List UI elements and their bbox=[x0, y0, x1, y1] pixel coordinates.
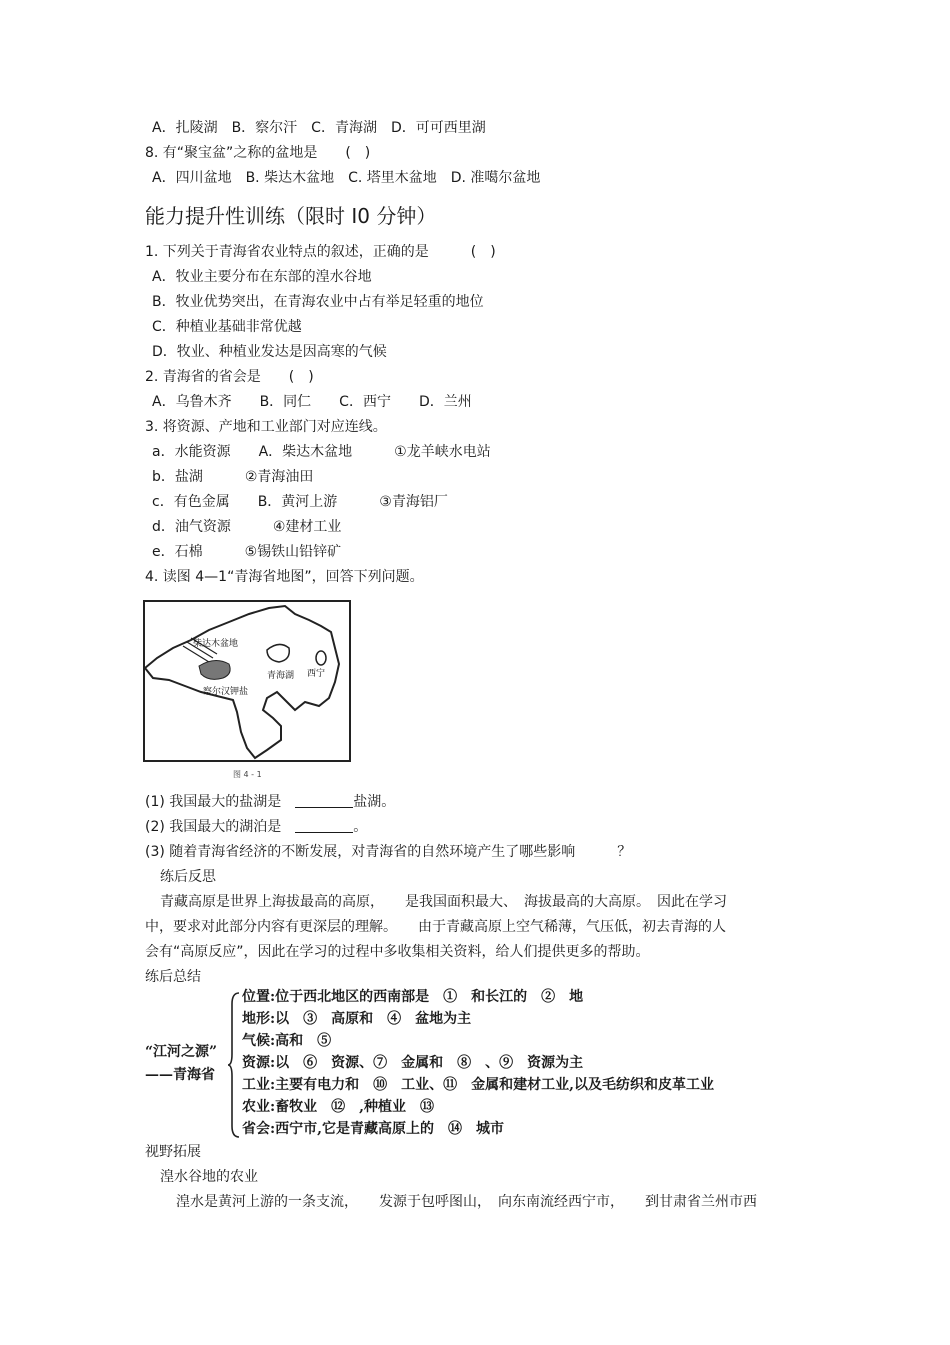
q2-stem: 2. 青海省的省会是 ( ) bbox=[145, 369, 314, 385]
q2-options: A．乌鲁木齐 B．同仁 C．西宁 D．兰州 bbox=[152, 394, 472, 410]
q1-option-c: C．种植业基础非常优越 bbox=[152, 319, 302, 335]
summary-row-capital: 省会:西宁市,它是青藏高原上的 ⑭ 城市 bbox=[242, 1121, 505, 1137]
map-label-basin: 柴达木盆地 bbox=[193, 639, 239, 649]
reflection-line-1: 青藏高原是世界上海拔最高的高原， 是我国面积最大、 海拔最高的大高原。 因此在学习 bbox=[160, 894, 727, 910]
reflection-line-3: 会有“高原反应”，因此在学习的过程中多收集相关资料，给人们提供更多的帮助。 bbox=[145, 944, 650, 960]
q1-option-b: B．牧业优势突出，在青海农业中占有举足轻重的地位 bbox=[152, 294, 484, 310]
brace-icon bbox=[228, 992, 240, 1138]
q4-sub3: (3) 随着青海省经济的不断发展，对青海省的自然环境产生了哪些影响 ？ bbox=[145, 844, 632, 860]
q4-sub1 bbox=[145, 793, 395, 811]
q1-stem: 1. 下列关于青海省农业特点的叙述，正确的是 ( ) bbox=[145, 244, 496, 260]
summary-row-agriculture: 农业:畜牧业 ⑫ ,种植业 ⑬ bbox=[242, 1099, 435, 1115]
q8-options: A．四川盆地 B. 柴达木盆地 C. 塔里木盆地 D. 准噶尔盆地 bbox=[152, 170, 541, 186]
summary-left-1: “江河之源” bbox=[145, 1044, 218, 1060]
q4-sub1-text: (1) 我国最大的盐湖是 bbox=[145, 794, 282, 810]
map-label-city: 西宁 bbox=[307, 669, 326, 679]
q4-stem: 4. 读图 4—1“青海省地图”，回答下列问题。 bbox=[145, 569, 424, 585]
q7-options: A．扎陵湖 B．察尔汗 C．青海湖 D．可可西里湖 bbox=[152, 120, 486, 136]
summary-row-terrain: 地形:以 ③ 高原和 ④ 盆地为主 bbox=[242, 1011, 472, 1027]
summary-row-industry: 工业:主要有电力和 ⑩ 工业、⑪ 金属和建材工业,以及毛纺织和皮革工业 bbox=[242, 1077, 715, 1093]
q3-row-a: a．水能资源 A．柴达木盆地 ①龙羊峡水电站 bbox=[152, 444, 491, 460]
q3-row-b: b．盐湖 ②青海油田 bbox=[152, 469, 314, 485]
qinghai-map bbox=[143, 600, 351, 782]
q3-row-e: e．石棉 ⑤锡铁山铅锌矿 bbox=[152, 544, 342, 560]
q1-option-a: A．牧业主要分布在东部的湟水谷地 bbox=[152, 269, 372, 285]
reflection-line-2: 中，要求对此部分内容有更深层的理解。 由于青藏高原上空气稀薄，气压低，初去青海的人 bbox=[145, 919, 726, 935]
answer-blank[interactable] bbox=[295, 818, 353, 833]
extension-subtitle: 湟水谷地的农业 bbox=[160, 1169, 258, 1185]
map-label-salt: 察尔汉钾盐 bbox=[203, 687, 249, 697]
q3-row-c: c．有色金属 B．黄河上游 ③青海铝厂 bbox=[152, 494, 448, 510]
answer-blank[interactable] bbox=[295, 793, 353, 808]
summary-title: 练后总结 bbox=[145, 969, 201, 985]
q4-sub2-suffix: 。 bbox=[353, 819, 368, 835]
reflection-title: 练后反思 bbox=[160, 869, 216, 885]
q3-row-d: d．油气资源 ④建材工业 bbox=[152, 519, 342, 535]
q4-sub2-text: (2) 我国最大的湖泊是 bbox=[145, 819, 282, 835]
section-title: 能力提升性训练（限时 I0 分钟） bbox=[145, 204, 437, 228]
map-label-lake: 青海湖 bbox=[267, 671, 295, 681]
q3-stem: 3. 将资源、产地和工业部门对应连线。 bbox=[145, 419, 387, 435]
q1-option-d: D．牧业、种植业发达是因高寒的气候 bbox=[152, 344, 387, 360]
q4-sub2 bbox=[145, 818, 367, 836]
extension-title: 视野拓展 bbox=[145, 1144, 201, 1160]
extension-line-1: 湟水是黄河上游的一条支流， 发源于包呼图山， 向东南流经西宁市， 到甘肃省兰州市西 bbox=[176, 1194, 757, 1210]
map-caption: 图 4 - 1 bbox=[233, 770, 262, 779]
summary-row-climate: 气候:高和 ⑤ bbox=[242, 1033, 332, 1049]
summary-row-resources: 资源:以 ⑥ 资源、⑦ 金属和 ⑧ 、⑨ 资源为主 bbox=[242, 1055, 584, 1071]
q4-sub1-suffix: 盐湖。 bbox=[353, 794, 396, 810]
summary-left-2: ——青海省 bbox=[145, 1067, 215, 1083]
summary-row-location: 位置:位于西北地区的西南部是 ① 和长江的 ② 地 bbox=[242, 989, 584, 1005]
q8-stem: 8. 有“聚宝盆”之称的盆地是 ( ) bbox=[145, 145, 371, 161]
